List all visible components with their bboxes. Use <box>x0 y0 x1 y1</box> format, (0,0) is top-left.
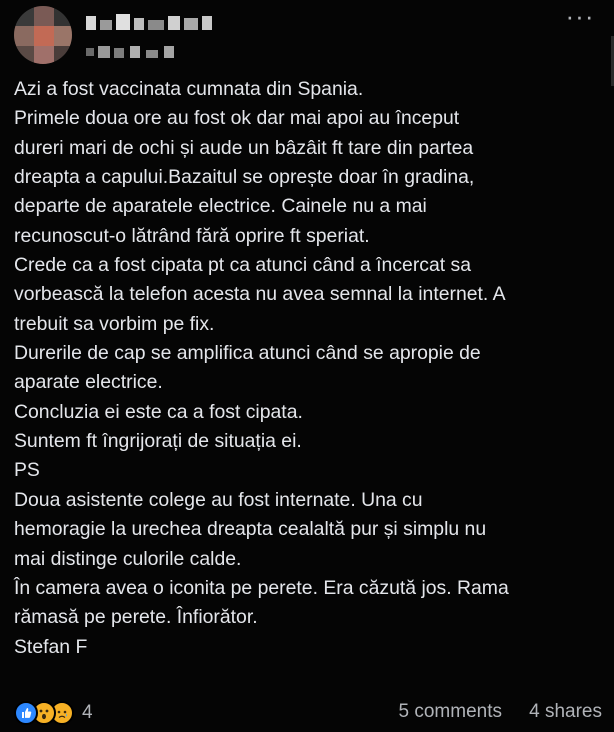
post-text-line: Concluzia ei este ca a fost cipata. <box>14 400 303 423</box>
ellipsis-icon: ··· <box>565 1 595 31</box>
post-text-line: departe de aparatele electrice. Cainele nu a mai <box>14 195 427 218</box>
post-text-line: dureri mari de ochi și aude un bâzâit ft tare din partea <box>14 136 474 159</box>
post-text-line: Doua asistente colege au fost internate. Una cu <box>14 488 423 511</box>
reactions-summary[interactable] <box>14 698 93 728</box>
author-name-pixelated[interactable] <box>86 12 216 32</box>
post-text-line: rămasă pe perete. Înfiorător. <box>14 606 258 629</box>
post-text-line: trebuit sa vorbim pe fix. <box>14 312 215 335</box>
post-text-line: recunoscut-o lătrând fără oprire ft speriat. <box>14 224 370 247</box>
post-footer <box>14 698 602 728</box>
post-text-line: mai distinge culorile calde. <box>14 547 242 570</box>
shares-link[interactable]: 4 shares <box>529 701 602 722</box>
post-text-line: Azi a fost vaccinata cumnata din Spania. <box>14 78 364 100</box>
post-text-line: Stefan F <box>14 635 88 658</box>
post-text-line: Crede ca a fost cipata pt ca atunci când a încercat sa <box>14 254 472 277</box>
post-text-line: hemoragie la urechea dreapta cealaltă pur și simplu nu <box>14 518 487 541</box>
post-text-line: dreapta a capului.Bazaitul se oprește doar în gradina, <box>14 166 475 189</box>
post-text <box>14 75 610 662</box>
avatar[interactable] <box>14 6 72 64</box>
post-text-line: vorbească la telefon acesta nu avea semnal la internet. A <box>14 283 506 306</box>
post-text-line: În camera avea o iconita pe perete. Era căzută jos. Rama <box>14 576 509 599</box>
post-meta-pixelated <box>86 44 186 60</box>
post-text-line: PS <box>14 459 40 482</box>
post-header <box>14 1 600 66</box>
more-options-button[interactable] <box>560 1 600 34</box>
like-icon <box>14 701 38 725</box>
post-text-line: Suntem ft îngrijorați de situația ei. <box>14 430 302 453</box>
comments-link[interactable]: 5 comments <box>398 701 502 722</box>
post-text-line: Durerile de cap se amplifica atunci când se apropie de <box>14 342 481 365</box>
post-text-line: aparate electrice. <box>14 371 163 394</box>
post-text-line: Primele doua ore au fost ok dar mai apoi au început <box>14 107 460 130</box>
reaction-count: 4 <box>82 702 93 723</box>
